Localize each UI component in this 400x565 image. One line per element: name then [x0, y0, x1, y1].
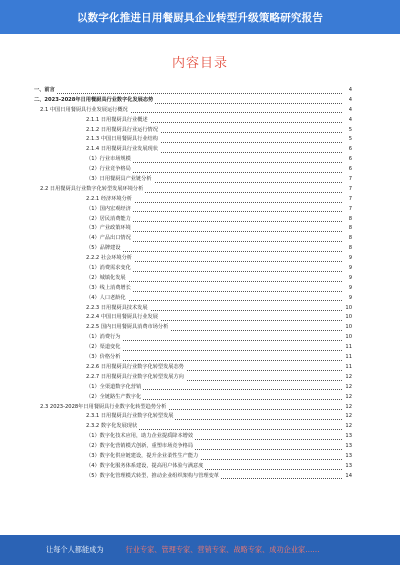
toc-entry-title: 2.1.3 中国日用餐厨具行业结构 [86, 135, 160, 145]
toc-entry[interactable] [34, 244, 352, 254]
toc-entry-page: 7 [348, 195, 352, 202]
toc-entry-page: 4 [348, 96, 352, 103]
toc-entry[interactable] [34, 472, 352, 482]
toc-entry[interactable] [34, 96, 352, 106]
toc-entry-page: 11 [345, 354, 352, 361]
toc-entry-title: 2.2.6 日用餐厨具行业数字化转型发展态势 [86, 363, 186, 373]
toc-entry-title: 2.3 2023-2028年日用餐厨具行业数字化转型趋势分析 [40, 403, 168, 413]
toc-entry-page: 12 [345, 393, 352, 400]
toc-leader-dots [86, 360, 342, 361]
toc-entry[interactable] [34, 155, 352, 165]
toc-entry-page: 9 [348, 294, 352, 301]
toc-entry-title: 2.1.2 日用餐厨具行业运行情况 [86, 126, 160, 136]
toc-entry[interactable] [34, 135, 352, 145]
toc-entry[interactable] [34, 462, 352, 472]
toc-entry[interactable] [34, 224, 352, 234]
toc-entry-page: 10 [345, 324, 352, 331]
toc-entry-page: 7 [348, 176, 352, 183]
toc-entry[interactable] [34, 215, 352, 225]
toc-entry-title: （2）全链路生产数字化 [86, 393, 143, 403]
toc-entry[interactable] [34, 343, 352, 353]
toc-entry-title: 二、2023-2028年日用餐厨具行业数字化发展态势 [34, 96, 155, 106]
toc-entry[interactable] [34, 234, 352, 244]
toc-entry-page: 8 [348, 225, 352, 232]
toc-entry-page: 8 [348, 245, 352, 252]
toc-entry-page: 5 [348, 136, 352, 143]
footer-banner [0, 535, 400, 565]
toc-entry[interactable] [34, 353, 352, 363]
toc-entry-page: 9 [348, 265, 352, 272]
toc-heading: 内容目录 [171, 56, 228, 71]
toc-entry-title: （1）全渠道数字化营销 [86, 383, 143, 393]
toc-entry-page: 9 [348, 255, 352, 262]
toc-entry-page: 6 [348, 156, 352, 163]
toc-entry[interactable] [34, 323, 352, 333]
toc-entry-title: （1）国内宏观经济 [86, 205, 133, 215]
toc-entry-page: 9 [348, 274, 352, 281]
toc-entry-title: （2）行业竞争格局 [86, 165, 133, 175]
toc-entry-page: 11 [345, 344, 352, 351]
toc-entry[interactable] [34, 274, 352, 284]
toc-entry-title: 2.2.1 经济环境分析 [86, 195, 134, 205]
toc-entry[interactable] [34, 432, 352, 442]
toc-entry-title: （4）数字化服务体系建设，提高用户体验与满意度 [86, 462, 205, 472]
toc-entry[interactable] [34, 393, 352, 403]
toc-entry-title: （5）数字化管理模式转型，推动企业组织架构与管理变革 [86, 472, 221, 482]
toc-entry-title: 2.2.2 社会环境分析 [86, 254, 134, 264]
toc-entry-title: （2）城镇化发展 [86, 274, 128, 284]
toc-entry-page: 14 [345, 472, 352, 479]
toc-entry-page: 11 [345, 363, 352, 370]
toc-entry[interactable] [34, 373, 352, 383]
toc-entry-page: 6 [348, 166, 352, 173]
toc-entry[interactable] [34, 284, 352, 294]
toc-entry-title: 2.2.7 日用餐厨具行业数字化转型发展方向 [86, 373, 186, 383]
toc-entry-title: （2）渠道变化 [86, 343, 122, 353]
footer-roles: 行业专家、管理专家、营销专家、战略专家、成功企业家…… [125, 545, 320, 554]
toc-entry[interactable] [34, 106, 352, 116]
toc-entry[interactable] [34, 383, 352, 393]
toc-entry[interactable] [34, 452, 352, 462]
toc-entry-title: （2）数字化营销模式创新，重塑市场竞争格局 [86, 442, 195, 452]
toc-entry-title: 2.1.1 日用餐厨具行业概述 [86, 116, 150, 126]
toc-entry[interactable] [34, 304, 352, 314]
toc-entry[interactable] [34, 185, 352, 195]
toc-entry-title: （4）人口老龄化 [86, 294, 128, 304]
toc-entry-page: 8 [348, 235, 352, 242]
toc-entry-page: 12 [345, 403, 352, 410]
toc-entry-title: （1）消费行为 [86, 333, 122, 343]
toc-entry-title: （1）消费需求变化 [86, 264, 133, 274]
toc-entry-title: 2.2.4 中国日用餐厨具行业发展 [86, 313, 160, 323]
toc-entry-title: 一、前言 [34, 86, 57, 96]
toc-entry[interactable] [34, 145, 352, 155]
toc-leader-dots [86, 340, 342, 341]
toc-entry-title: （4）产品出口情况 [86, 234, 133, 244]
toc-leader-dots [86, 251, 342, 252]
toc-entry[interactable] [34, 422, 352, 432]
toc-entry-page: 12 [345, 373, 352, 380]
toc-entry-title: 2.1.4 日用餐厨具行业发展现状 [86, 145, 160, 155]
toc-entry[interactable] [34, 264, 352, 274]
toc-entry[interactable] [34, 442, 352, 452]
toc-entry[interactable] [34, 333, 352, 343]
toc-entry-title: 2.2.3 日用餐厨具技术发展 [86, 304, 150, 314]
toc-entry[interactable] [34, 313, 352, 323]
toc-leader-dots [34, 93, 342, 94]
toc-entry-title: （3）数字化供应链建设，提升企业柔性生产能力 [86, 452, 200, 462]
toc-entry-page: 5 [348, 126, 352, 133]
toc-entry[interactable] [34, 165, 352, 175]
toc-entry-title: （3）产业政策环境 [86, 224, 133, 234]
toc-entry-title: 2.2 日用餐厨具行业数字化转型发展环境分析 [40, 185, 145, 195]
toc-entry[interactable] [34, 175, 352, 185]
toc-leader-dots [86, 350, 342, 351]
toc-entry[interactable] [34, 254, 352, 264]
report-header-bar [0, 0, 400, 34]
toc-entry-page: 7 [348, 185, 352, 192]
toc-entry[interactable] [34, 116, 352, 126]
toc-entry[interactable] [34, 403, 352, 413]
toc-entry-page: 13 [345, 452, 352, 459]
toc-entry-title: （3）价格分析 [86, 353, 122, 363]
toc-entry-page: 10 [345, 334, 352, 341]
toc-entry-page: 12 [345, 423, 352, 430]
toc-entry[interactable] [34, 126, 352, 136]
toc-entry-title: （5）品牌建设 [86, 244, 122, 254]
toc-entry[interactable] [34, 412, 352, 422]
toc-entry-page: 13 [345, 433, 352, 440]
toc-entry[interactable] [34, 363, 352, 373]
toc-entry-page: 4 [348, 106, 352, 113]
toc-entry-title: （1）数字化技术应用，助力企业提质降本增效 [86, 432, 195, 442]
toc-entry-page: 7 [348, 205, 352, 212]
toc-entry-page: 6 [348, 146, 352, 153]
toc-entry-page: 12 [345, 383, 352, 390]
toc-entry-page: 10 [345, 304, 352, 311]
footer-slogan: 让每个人都能成为 [46, 545, 104, 554]
toc-entry-title: （3）线上消费增长 [86, 284, 133, 294]
toc-entry-title: 2.1 中国日用餐厨具行业发展运行概况 [40, 106, 130, 116]
toc-entry-title: （2）居民消费能力 [86, 215, 133, 225]
toc-entry-page: 4 [348, 87, 352, 93]
toc-entry-title: 2.3.2 数字化发展现状 [86, 422, 139, 432]
toc-entry-title: （3）日用餐厨具产业链分析 [86, 175, 154, 185]
table-of-contents [34, 86, 352, 482]
toc-entry-page: 13 [345, 443, 352, 450]
toc-entry[interactable] [34, 86, 352, 96]
report-title: 以数字化推进日用餐厨具企业转型升级策略研究报告 [76, 11, 324, 24]
toc-entry[interactable] [34, 205, 352, 215]
toc-entry[interactable] [34, 195, 352, 205]
toc-entry[interactable] [34, 294, 352, 304]
toc-entry-title: 2.3.1 日用餐厨具行业数字化转型发展 [86, 412, 175, 422]
toc-entry-title: 2.2.5 国内日用餐厨具消费市场分析 [86, 323, 170, 333]
toc-entry-title: （1）行业市场规模 [86, 155, 133, 165]
toc-entry-page: 9 [348, 284, 352, 291]
toc-entry-page: 13 [345, 462, 352, 469]
toc-entry-page: 12 [345, 413, 352, 420]
toc-entry-page: 8 [348, 215, 352, 222]
toc-entry-page: 10 [345, 314, 352, 321]
toc-entry-page: 4 [348, 116, 352, 123]
